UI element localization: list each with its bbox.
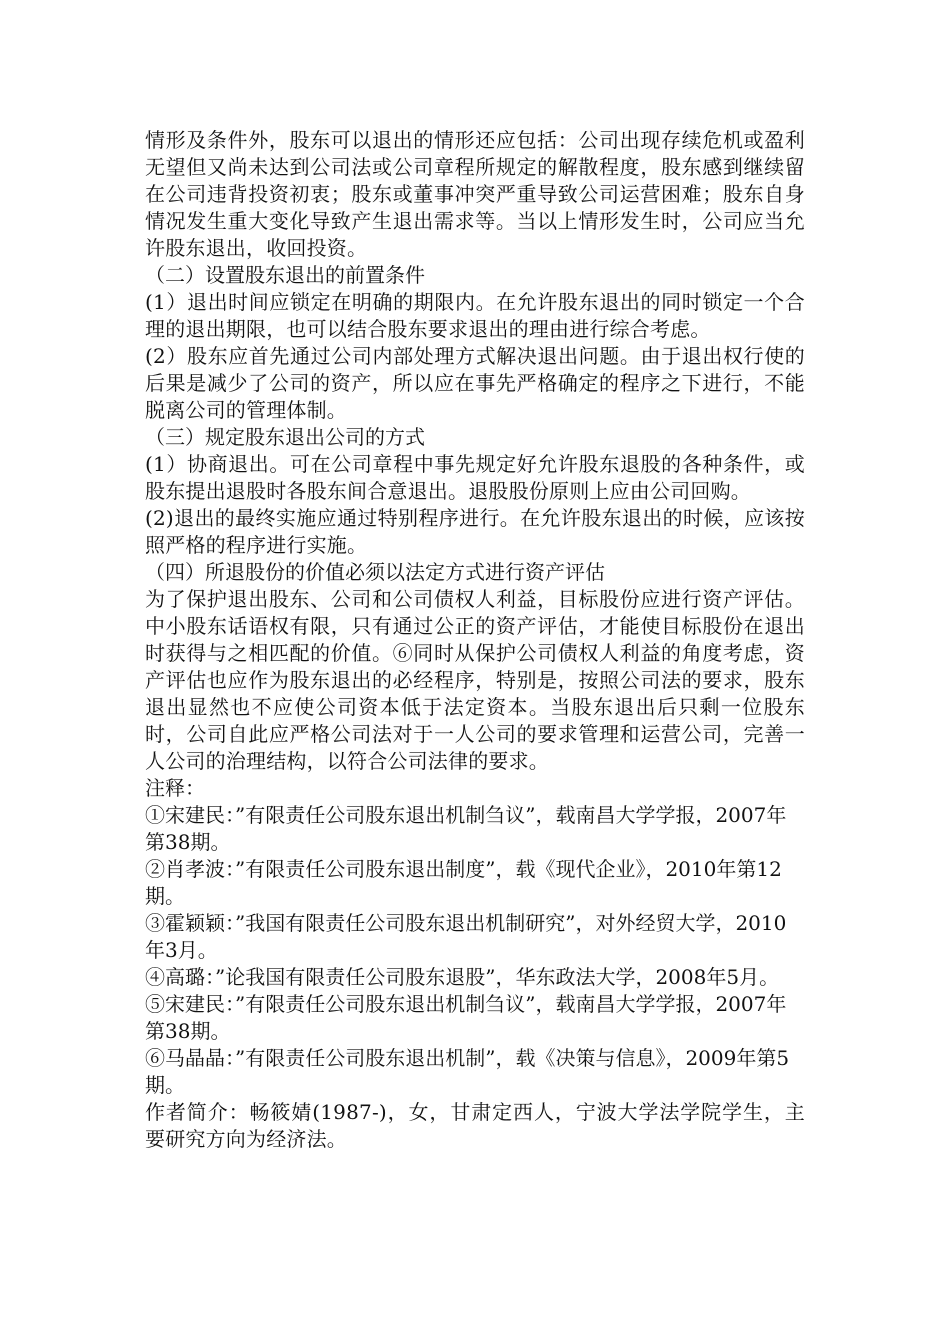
footnote-2: ②肖孝波：”有限责任公司股东退出制度”，载《现代企业》，2010年第12期。 xyxy=(145,857,782,908)
body-paragraph-3-1: (1）协商退出。可在公司章程中事先规定好允许股东退股的各种条件，或股东提出退股时各股东间合意退出。退股股份原则上应由公司回购。 xyxy=(145,452,805,503)
notes-title: 注释： xyxy=(145,776,205,800)
author-bio: 作者简介：畅筱婧(1987-)，女，甘肃定西人，宁波大学法学院学生，主要研究方向为经济法。 xyxy=(145,1100,805,1151)
footnote-3: ③霍颖颖：”我国有限责任公司股东退出机制研究”，对外经贸大学，2010年3月。 xyxy=(145,911,787,962)
section-heading-3: （三）规定股东退出公司的方式 xyxy=(145,425,425,449)
body-paragraph-4: 为了保护退出股东、公司和公司债权人利益，目标股份应进行资产评估。中小股东话语权有限，只有通过公正的资产评估，才能使目标股份在退出时获得与之相匹配的价值。⑥同时从保护公司债权人利益的角度考虑，资产评估也应作为股东退出的必经程序，特别是，按照公司法的要求，股东退出显然也不应使公司资本低于法定资本。当股东退出后只剩一位股东时，公司自此应严格公司法对于一人公司的要求管理和运营公司，完善一人公司的治理结构，以符合公司法律的要求。 xyxy=(145,587,805,773)
footnote-4: ④高璐：”论我国有限责任公司股东退股”，华东政法大学，2008年5月。 xyxy=(145,965,780,989)
body-paragraph-2-1: (1）退出时间应锁定在明确的期限内。在允许股东退出的同时锁定一个合理的退出期限，也可以结合股东要求退出的理由进行综合考虑。 xyxy=(145,290,805,341)
document-page xyxy=(145,127,805,1153)
body-paragraph-2-2: (2）股东应首先通过公司内部处理方式解决退出问题。由于退出权行使的后果是减少了公司的资产，所以应在事先严格确定的程序之下进行，不能脱离公司的管理体制。 xyxy=(145,344,805,422)
body-paragraph-1: 情形及条件外，股东可以退出的情形还应包括：公司出现存续危机或盈利无望但又尚未达到公司法或公司章程所规定的解散程度，股东感到继续留在公司违背投资初衷；股东或董事冲突严重导致公司运营困难；股东自身情况发生重大变化导致产生退出需求等。当以上情形发生时，公司应当允许股东退出，收回投资。 xyxy=(145,128,805,260)
footnote-6: ⑥马晶晶：”有限责任公司股东退出机制”，载《决策与信息》，2009年第5期。 xyxy=(145,1046,790,1097)
section-heading-4: （四）所退股份的价值必须以法定方式进行资产评估 xyxy=(145,560,605,584)
section-heading-2: （二）设置股东退出的前置条件 xyxy=(145,263,425,287)
body-paragraph-3-2: (2)退出的最终实施应通过特别程序进行。在允许股东退出的时候，应该按照严格的程序进行实施。 xyxy=(145,506,805,557)
footnote-5: ⑤宋建民：”有限责任公司股东退出机制刍议”，载南昌大学学报，2007年第38期。 xyxy=(145,992,787,1043)
footnote-1: ①宋建民：”有限责任公司股东退出机制刍议”，载南昌大学学报，2007年第38期。 xyxy=(145,803,787,854)
